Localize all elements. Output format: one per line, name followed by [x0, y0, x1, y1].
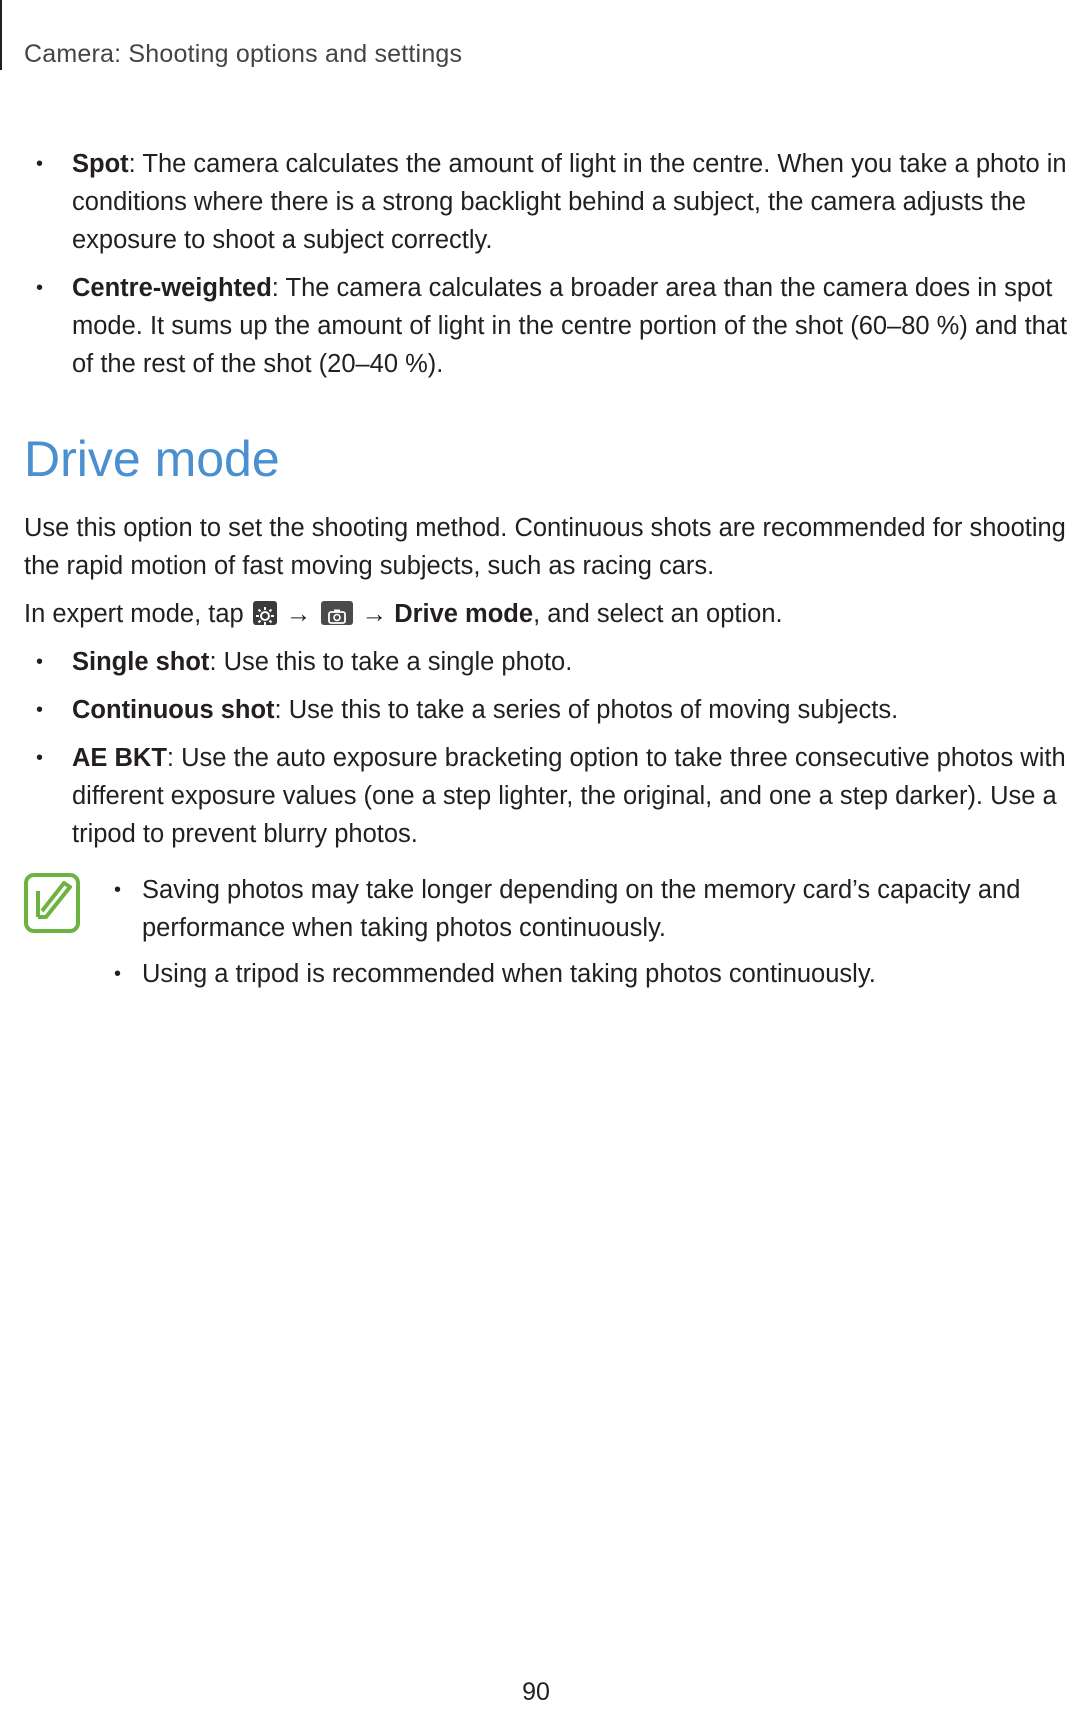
option-term: Centre-weighted [72, 274, 272, 302]
note-item [114, 871, 1068, 947]
arrow-symbol: → [361, 600, 388, 628]
note-pencil-icon [24, 873, 80, 935]
page-content [24, 145, 1068, 1001]
option-description: : Use this to take a single photo. [209, 648, 573, 676]
note-text: Saving photos may take longer depending on the memory card’s capacity and performance when taking photos continuously. [142, 876, 1021, 942]
option-term: Spot [72, 150, 129, 178]
camera-icon [321, 601, 353, 625]
option-term: Single shot [72, 648, 210, 676]
drive-mode-options-list [24, 643, 1068, 853]
metering-list [24, 145, 1068, 383]
option-description: : The camera calculates a broader area than the camera does in spot mode. It sums up the amount of light in the centre portion of the shot (60–80 %) and that of the rest of the shot (20–40 %). [72, 274, 1068, 378]
section-intro: Use this option to set the shooting method. Continuous shots are recommended for shooting the rapid motion of fast moving subjects, such as racing cars. [24, 514, 1066, 580]
header-rule [0, 0, 2, 70]
option-description: : The camera calculates the amount of light in the centre. When you take a photo in conditions where there is a strong backlight behind a subject, the camera adjusts the exposure to shoot a subject correctly. [72, 150, 1067, 254]
bullet-icon: • [114, 879, 122, 901]
arrow-symbol: → [285, 600, 312, 628]
note-list [24, 871, 1068, 993]
bullet-icon: • [36, 153, 44, 175]
page-number: 90 [522, 1678, 550, 1706]
note-box [24, 871, 1068, 993]
list-item [24, 145, 1068, 259]
settings-icon [253, 601, 277, 625]
instruction-line [24, 595, 1068, 633]
bullet-icon: • [36, 277, 44, 299]
page-header-title: Camera: Shooting options and settings [24, 40, 463, 68]
note-text: Using a tripod is recommended when taking photos continuously. [142, 960, 876, 988]
note-item [114, 955, 1068, 993]
option-description: : Use this to take a series of photos of moving subjects. [274, 696, 899, 724]
bullet-icon: • [36, 699, 44, 721]
bullet-icon: • [114, 963, 122, 985]
bullet-icon: • [36, 651, 44, 673]
option-term: Continuous shot [72, 696, 275, 724]
instruction-suffix: , and select an option. [533, 600, 783, 628]
section-heading: Drive mode [24, 431, 280, 487]
list-item [24, 643, 1068, 681]
list-item [24, 691, 1068, 729]
drive-mode-menu-label: Drive mode [394, 600, 534, 628]
list-item [24, 739, 1068, 853]
option-description: : Use the auto exposure bracketing option to take three consecutive photos with different exposure values (one a step lighter, the original, and one a step darker). Use a tripod to prevent blurry photos. [72, 744, 1066, 848]
list-item [24, 269, 1068, 383]
bullet-icon: • [36, 747, 44, 769]
instruction-prefix: In expert mode, tap [24, 600, 244, 628]
option-term: AE BKT [72, 744, 167, 772]
